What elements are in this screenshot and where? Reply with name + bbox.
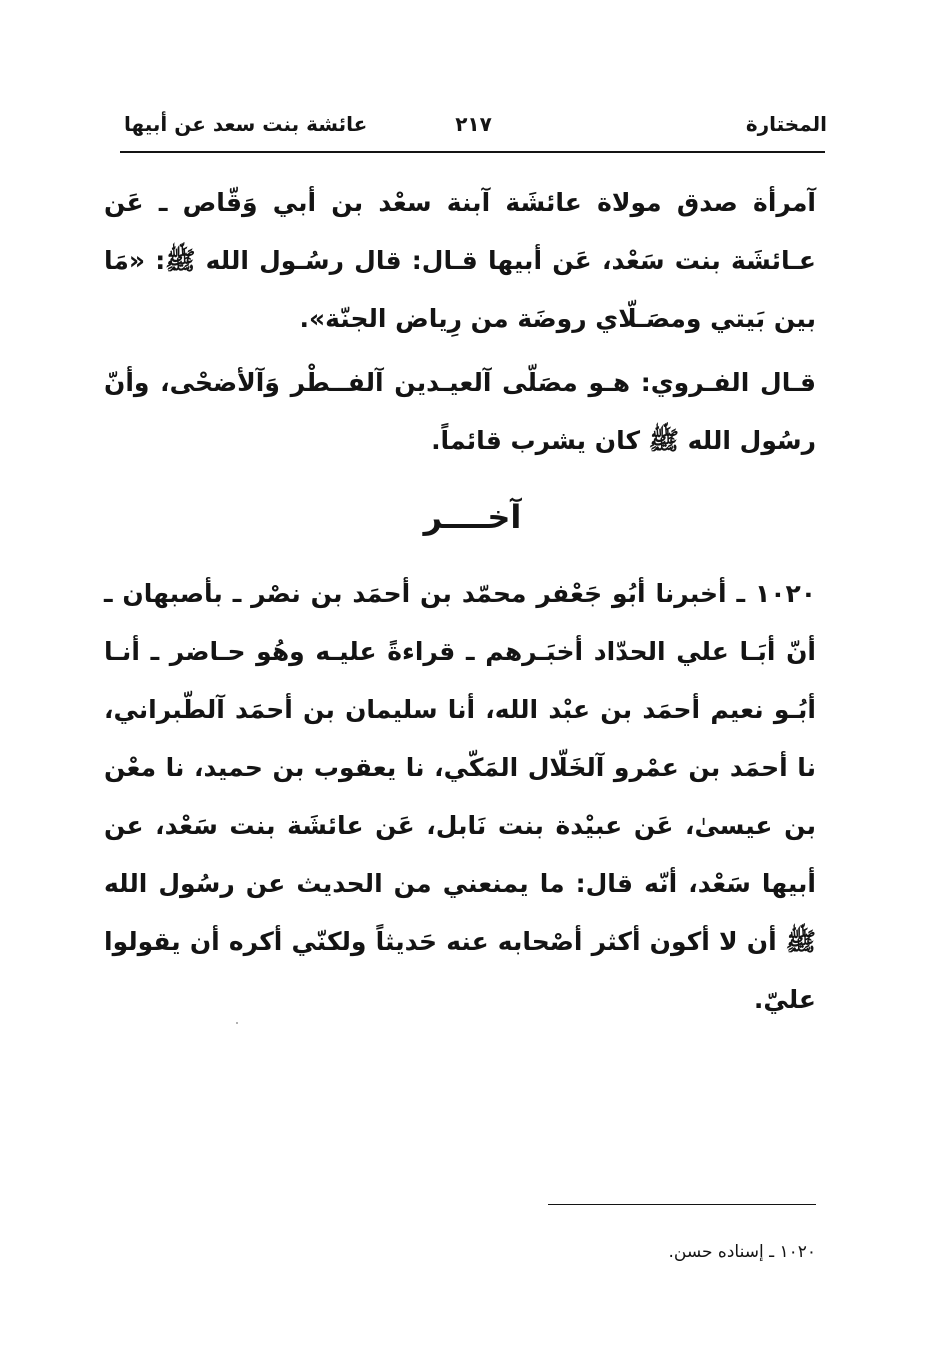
footnote-divider — [548, 1204, 816, 1205]
page-number: ٢١٧ — [455, 112, 492, 136]
footnote: ١٠٢٠ ـ إسناده حسن. — [668, 1242, 816, 1262]
running-title: عائشة بنت سعد عن أبيها — [124, 112, 368, 136]
page-header — [120, 112, 827, 152]
paragraph-hadith-text: آمرأة صدق مولاة عائشَة آبنة سعْد بن أبي وَقّاص ـ عَن عـائشَة بنت سَعْد، عَن أبيها قـال: قال رسُـول الله ﷺ: «مَا بين بَيتي ومصَـلّاي روضَة من رِياض الجنّة». — [104, 188, 816, 333]
section-heading: آخــــر — [423, 498, 522, 536]
book-title: المختارة — [745, 112, 827, 136]
paragraph-hadith-1020: ١٠٢٠ ـ أخبرنا أبُو جَعْفر محمّد بن أحمَد بن نصْر ـ بأصبهان ـ أنّ أبَـا علي الحدّاد أخبَـرهم ـ قراءةً عليـه وهُو حـاضر ـ أنـا أبُـو نعيم أحمَد بن عبْد الله، أنا سليمان بن أحمَد آلطّبراني، نا أحمَد بن عمْرو آلخَلّال المَكّي، نا يعقوب بن حميد، نا معْن بن عيسىٰ، عَن عبيْدة بنت نَابل، عَن عائشَة بنت سَعْد، عن أبيها سَعْد، أنّه قال: ما يمنعني من الحديث عن رسُول الله ﷺ أن لا أكون أكثر أصْحابه عنه حَديثاً ولكنّي أكره أن يقولوا عليّ. — [104, 579, 816, 1014]
scan-speck — [236, 1022, 238, 1024]
paragraph-commentary: قـال الفـروي: هـو مصَلّى آلعيـدين آلفــطْر وَآلأضحْى، وأنّ رسُول الله ﷺ كان يشرب قائماً. — [104, 368, 816, 455]
header-divider — [120, 151, 825, 153]
